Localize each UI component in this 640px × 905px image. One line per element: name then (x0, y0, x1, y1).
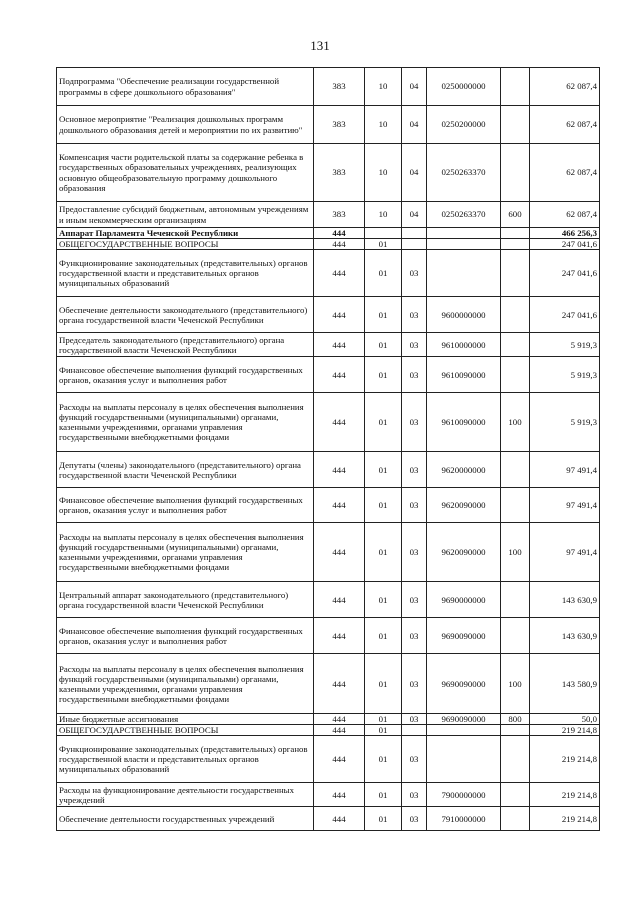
table-row (57, 333, 600, 357)
ministry-code-cell: 444 (314, 239, 365, 250)
table-body (57, 68, 600, 831)
item-name-cell: Иные бюджетные ассигнования (57, 714, 314, 725)
amount-cell: 219 214,8 (530, 736, 600, 783)
ministry-code-cell: 444 (314, 618, 365, 654)
section-code-cell: 01 (365, 239, 402, 250)
amount-cell: 219 214,8 (530, 807, 600, 831)
subsection-code-cell: 03 (402, 523, 427, 582)
ministry-code-cell: 444 (314, 297, 365, 333)
table-row (57, 144, 600, 202)
page-number: 131 (310, 38, 330, 53)
amount-cell: 97 491,4 (530, 452, 600, 488)
expense-type-code-cell (501, 239, 530, 250)
target-article-code-cell: 9600000000 (427, 297, 501, 333)
subsection-code-cell: 03 (402, 618, 427, 654)
target-article-code-cell (427, 736, 501, 783)
expense-type-code-cell (501, 452, 530, 488)
section-code-cell: 01 (365, 488, 402, 523)
subsection-code-cell: 03 (402, 357, 427, 393)
amount-cell: 247 041,6 (530, 239, 600, 250)
expense-type-code-cell (501, 488, 530, 523)
subsection-code-cell: 04 (402, 106, 427, 144)
target-article-code-cell: 9690090000 (427, 714, 501, 725)
table-row (57, 736, 600, 783)
table-row (57, 714, 600, 725)
amount-cell: 5 919,3 (530, 333, 600, 357)
section-code-cell: 01 (365, 725, 402, 736)
target-article-code-cell: 9620090000 (427, 488, 501, 523)
ministry-code-cell: 444 (314, 333, 365, 357)
table-row (57, 357, 600, 393)
table-row (57, 488, 600, 523)
ministry-code-cell: 444 (314, 228, 365, 239)
table-row (57, 202, 600, 228)
expense-type-code-cell (501, 783, 530, 807)
ministry-code-cell: 444 (314, 488, 365, 523)
section-code-cell (365, 228, 402, 239)
section-code-cell: 01 (365, 250, 402, 297)
ministry-code-cell: 444 (314, 523, 365, 582)
ministry-code-cell: 444 (314, 736, 365, 783)
item-name-cell: Основное мероприятие "Реализация дошкольных программ дошкольного образования детей и мероприятии по их развитию" (57, 106, 314, 144)
amount-cell: 143 630,9 (530, 618, 600, 654)
expense-type-code-cell (501, 582, 530, 618)
table-row (57, 654, 600, 714)
table-row (57, 452, 600, 488)
expense-type-code-cell (501, 228, 530, 239)
table-row (57, 523, 600, 582)
item-name-cell: Центральный аппарат законодательного (представительного) органа государственной власти Чеченской Республики (57, 582, 314, 618)
table-row (57, 239, 600, 250)
section-code-cell: 01 (365, 582, 402, 618)
target-article-code-cell: 0250000000 (427, 68, 501, 106)
amount-cell: 143 580,9 (530, 654, 600, 714)
target-article-code-cell (427, 250, 501, 297)
item-name-cell: Расходы на функционирование деятельности государственных учреждений (57, 783, 314, 807)
subsection-code-cell: 03 (402, 582, 427, 618)
subsection-code-cell: 03 (402, 714, 427, 725)
amount-cell: 5 919,3 (530, 393, 600, 452)
subsection-code-cell: 03 (402, 783, 427, 807)
table-row (57, 297, 600, 333)
item-name-cell: Компенсация части родительской платы за содержание ребенка в государственных образовательных учреждениях, реализующих основную общеобразовательную программу дошкольного образования (57, 144, 314, 202)
ministry-code-cell: 444 (314, 452, 365, 488)
expense-type-code-cell (501, 725, 530, 736)
section-code-cell: 01 (365, 357, 402, 393)
target-article-code-cell (427, 239, 501, 250)
ministry-code-cell: 383 (314, 106, 365, 144)
item-name-cell: Финансовое обеспечение выполнения функций государственных органов, оказания услуг и выполнения работ (57, 618, 314, 654)
target-article-code-cell: 9620000000 (427, 452, 501, 488)
target-article-code-cell: 9610090000 (427, 393, 501, 452)
table-row (57, 725, 600, 736)
section-code-cell: 01 (365, 807, 402, 831)
expense-type-code-cell (501, 68, 530, 106)
item-name-cell: Депутаты (члены) законодательного (представительного) органа государственной власти Чеченской Республики (57, 452, 314, 488)
ministry-code-cell: 383 (314, 68, 365, 106)
section-code-cell: 01 (365, 783, 402, 807)
table-row (57, 807, 600, 831)
ministry-code-cell: 383 (314, 202, 365, 228)
subsection-code-cell (402, 239, 427, 250)
item-name-cell: Предоставление субсидий бюджетным, автономным учреждениям и иным некоммерческим организациям (57, 202, 314, 228)
subsection-code-cell: 03 (402, 297, 427, 333)
item-name-cell: Обеспечение деятельности законодательного (представительного) органа государственной власти Чеченской Республики (57, 297, 314, 333)
amount-cell: 97 491,4 (530, 523, 600, 582)
subsection-code-cell: 03 (402, 452, 427, 488)
target-article-code-cell: 9610090000 (427, 357, 501, 393)
target-article-code-cell: 9690090000 (427, 654, 501, 714)
target-article-code-cell: 7900000000 (427, 783, 501, 807)
section-code-cell: 01 (365, 523, 402, 582)
amount-cell: 466 256,3 (530, 228, 600, 239)
section-code-cell: 01 (365, 736, 402, 783)
expense-type-code-cell (501, 106, 530, 144)
amount-cell: 97 491,4 (530, 488, 600, 523)
item-name-cell: Функционирование законодательных (представительных) органов государственной власти и представительных органов муниципальных образований (57, 250, 314, 297)
item-name-cell: Расходы на выплаты персоналу в целях обеспечения выполнения функций государственными (муниципальными) органами, казенными учреждениями, органами управления государственными внебюджетными фондами (57, 523, 314, 582)
expense-type-code-cell (501, 250, 530, 297)
subsection-code-cell: 03 (402, 654, 427, 714)
budget-table (56, 67, 600, 831)
expense-type-code-cell (501, 297, 530, 333)
amount-cell: 62 087,4 (530, 68, 600, 106)
amount-cell: 5 919,3 (530, 357, 600, 393)
section-code-cell: 10 (365, 144, 402, 202)
table-row (57, 618, 600, 654)
target-article-code-cell: 9690090000 (427, 618, 501, 654)
amount-cell: 247 041,6 (530, 250, 600, 297)
ministry-code-cell: 444 (314, 807, 365, 831)
ministry-code-cell: 383 (314, 144, 365, 202)
item-name-cell: Подпрограмма "Обеспечение реализации государственной программы в сфере дошкольного образования" (57, 68, 314, 106)
table-row (57, 228, 600, 239)
target-article-code-cell: 9620090000 (427, 523, 501, 582)
item-name-cell: Аппарат Парламента Чеченской Республики (57, 228, 314, 239)
expense-type-code-cell (501, 807, 530, 831)
subsection-code-cell: 04 (402, 202, 427, 228)
expense-type-code-cell: 100 (501, 654, 530, 714)
expense-type-code-cell (501, 618, 530, 654)
item-name-cell: Обеспечение деятельности государственных учреждений (57, 807, 314, 831)
section-code-cell: 10 (365, 202, 402, 228)
expense-type-code-cell (501, 357, 530, 393)
section-code-cell: 01 (365, 452, 402, 488)
expense-type-code-cell: 600 (501, 202, 530, 228)
ministry-code-cell: 444 (314, 783, 365, 807)
item-name-cell: Расходы на выплаты персоналу в целях обеспечения выполнения функций государственными (муниципальными) органами, казенными учреждениями, органами управления государственными внебюджетными фондами (57, 654, 314, 714)
amount-cell: 50,0 (530, 714, 600, 725)
target-article-code-cell (427, 725, 501, 736)
item-name-cell: Расходы на выплаты персоналу в целях обеспечения выполнения функций государственными (муниципальными) органами, казенными учреждениями, органами управления государственными внебюджетными фондами (57, 393, 314, 452)
subsection-code-cell: 03 (402, 333, 427, 357)
ministry-code-cell: 444 (314, 357, 365, 393)
subsection-code-cell (402, 228, 427, 239)
expense-type-code-cell: 100 (501, 523, 530, 582)
target-article-code-cell: 0250263370 (427, 144, 501, 202)
subsection-code-cell: 03 (402, 250, 427, 297)
subsection-code-cell: 03 (402, 393, 427, 452)
subsection-code-cell (402, 725, 427, 736)
subsection-code-cell: 04 (402, 68, 427, 106)
section-code-cell: 10 (365, 68, 402, 106)
table-row (57, 393, 600, 452)
table-row (57, 106, 600, 144)
expense-type-code-cell (501, 736, 530, 783)
amount-cell: 62 087,4 (530, 202, 600, 228)
amount-cell: 247 041,6 (530, 297, 600, 333)
section-code-cell: 01 (365, 618, 402, 654)
target-article-code-cell: 0250263370 (427, 202, 501, 228)
ministry-code-cell: 444 (314, 393, 365, 452)
subsection-code-cell: 03 (402, 736, 427, 783)
ministry-code-cell: 444 (314, 582, 365, 618)
section-code-cell: 10 (365, 106, 402, 144)
item-name-cell: ОБЩЕГОСУДАРСТВЕННЫЕ ВОПРОСЫ (57, 239, 314, 250)
target-article-code-cell: 9690000000 (427, 582, 501, 618)
section-code-cell: 01 (365, 297, 402, 333)
target-article-code-cell (427, 228, 501, 239)
expense-type-code-cell: 800 (501, 714, 530, 725)
table-row (57, 582, 600, 618)
section-code-cell: 01 (365, 654, 402, 714)
ministry-code-cell: 444 (314, 725, 365, 736)
subsection-code-cell: 03 (402, 807, 427, 831)
target-article-code-cell: 9610000000 (427, 333, 501, 357)
table-row (57, 68, 600, 106)
item-name-cell: Финансовое обеспечение выполнения функций государственных органов, оказания услуг и выполнения работ (57, 488, 314, 523)
item-name-cell: ОБЩЕГОСУДАРСТВЕННЫЕ ВОПРОСЫ (57, 725, 314, 736)
item-name-cell: Финансовое обеспечение выполнения функций государственных органов, оказания услуг и выполнения работ (57, 357, 314, 393)
amount-cell: 219 214,8 (530, 783, 600, 807)
target-article-code-cell: 0250200000 (427, 106, 501, 144)
amount-cell: 143 630,9 (530, 582, 600, 618)
table-row (57, 783, 600, 807)
target-article-code-cell: 7910000000 (427, 807, 501, 831)
amount-cell: 62 087,4 (530, 144, 600, 202)
subsection-code-cell: 03 (402, 488, 427, 523)
subsection-code-cell: 04 (402, 144, 427, 202)
ministry-code-cell: 444 (314, 654, 365, 714)
amount-cell: 219 214,8 (530, 725, 600, 736)
section-code-cell: 01 (365, 714, 402, 725)
item-name-cell: Председатель законодательного (представительного) органа государственной власти Чеченской Республики (57, 333, 314, 357)
ministry-code-cell: 444 (314, 714, 365, 725)
amount-cell: 62 087,4 (530, 106, 600, 144)
section-code-cell: 01 (365, 333, 402, 357)
expense-type-code-cell (501, 333, 530, 357)
expense-type-code-cell (501, 144, 530, 202)
table-row (57, 250, 600, 297)
ministry-code-cell: 444 (314, 250, 365, 297)
section-code-cell: 01 (365, 393, 402, 452)
expense-type-code-cell: 100 (501, 393, 530, 452)
item-name-cell: Функционирование законодательных (представительных) органов государственной власти и представительных органов муниципальных образований (57, 736, 314, 783)
